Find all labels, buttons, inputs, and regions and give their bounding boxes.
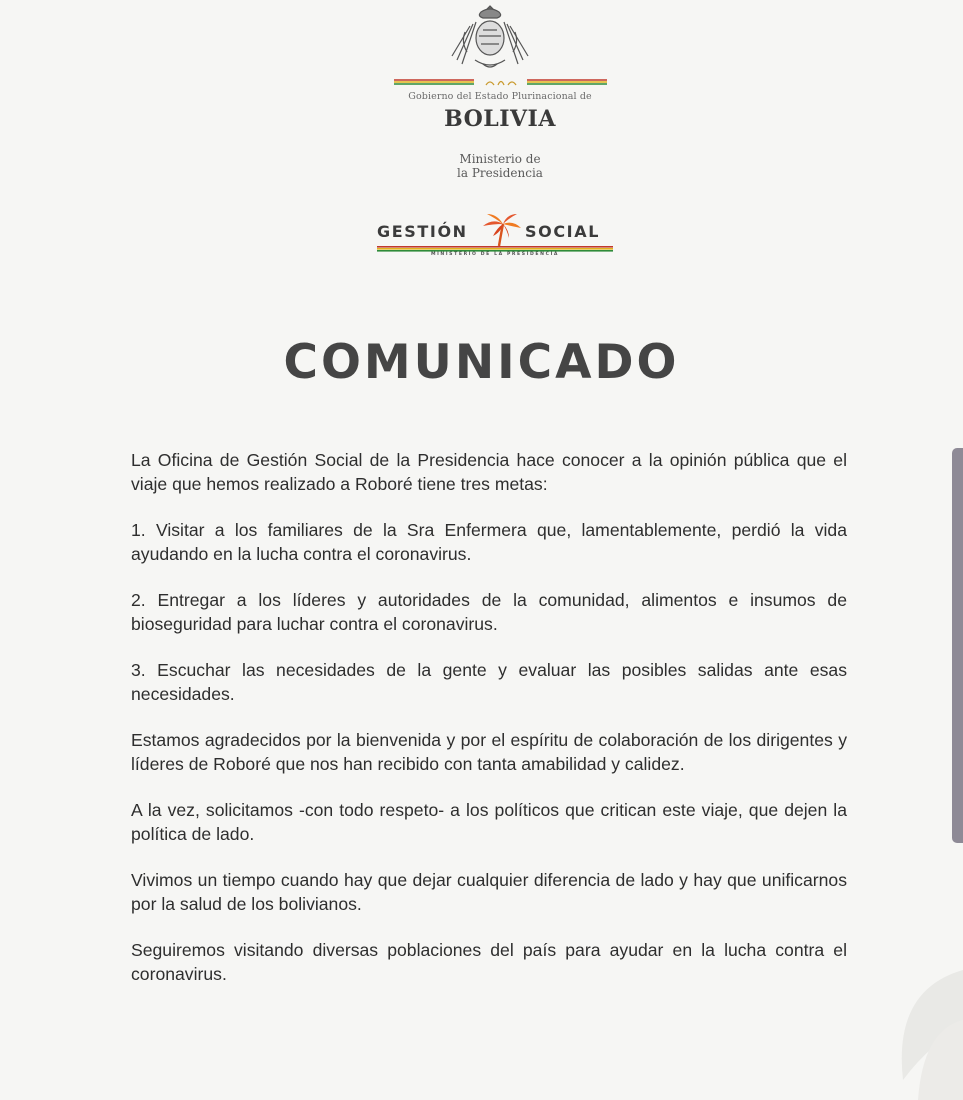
logo-text-right: SOCIAL	[525, 222, 600, 241]
country-name: BOLIVIA	[444, 106, 556, 132]
flag-stripe	[394, 78, 607, 86]
ministry-line-1: Ministerio de	[459, 152, 541, 166]
logo-subtitle: MINISTERIO DE LA PRESIDENCIA	[430, 252, 560, 257]
palm-icon	[479, 212, 523, 248]
coat-of-arms-icon	[445, 2, 535, 74]
paragraph-goal-1: 1. Visitar a los familiares de la Sra Enfermera que, lamentablemente, perdió la vida ayudando en la lucha contra el coronavirus.	[131, 520, 847, 564]
logo-text-left: GESTIÓN	[377, 222, 468, 241]
paragraph-intro: La Oficina de Gestión Social de la Presidencia hace conocer a la opinión pública que el viaje que hemos realizado a Roboré tiene tres metas:	[131, 450, 847, 494]
paragraph-request: A la vez, solicitamos -con todo respeto- a los políticos que critican este viaje, que dejen la política de lado.	[131, 800, 847, 844]
paragraph-unity: Vivimos un tiempo cuando hay que dejar cualquier diferencia de lado y hay que unificarnos por la salud de los bolivianos.	[131, 870, 847, 914]
communique-body	[131, 448, 847, 1008]
scrollbar-thumb[interactable]	[952, 448, 963, 843]
paragraph-closing: Seguiremos visitando diversas poblaciones del país para ayudar en la lucha contra el coronavirus.	[131, 940, 847, 984]
ministry-name	[360, 152, 640, 180]
paragraph-goal-2: 2. Entregar a los líderes y autoridades de la comunidad, alimentos e insumos de bioseguridad para luchar contra el coronavirus.	[131, 590, 847, 634]
leaf-watermark-icon	[860, 960, 963, 1100]
gestion-social-logo	[375, 218, 615, 264]
paragraph-goal-3: 3. Escuchar las necesidades de la gente y evaluar las posibles salidas ante esas necesidades.	[131, 660, 847, 704]
ministry-line-2: la Presidencia	[457, 166, 543, 180]
page-title: COMUNICADO	[283, 335, 680, 390]
paragraph-thanks: Estamos agradecidos por la bienvenida y por el espíritu de colaboración de los dirigentes y líderes de Roboré que nos han recibido con tanta amabilidad y calidez.	[131, 730, 847, 774]
government-line: Gobierno del Estado Plurinacional de	[408, 91, 592, 102]
